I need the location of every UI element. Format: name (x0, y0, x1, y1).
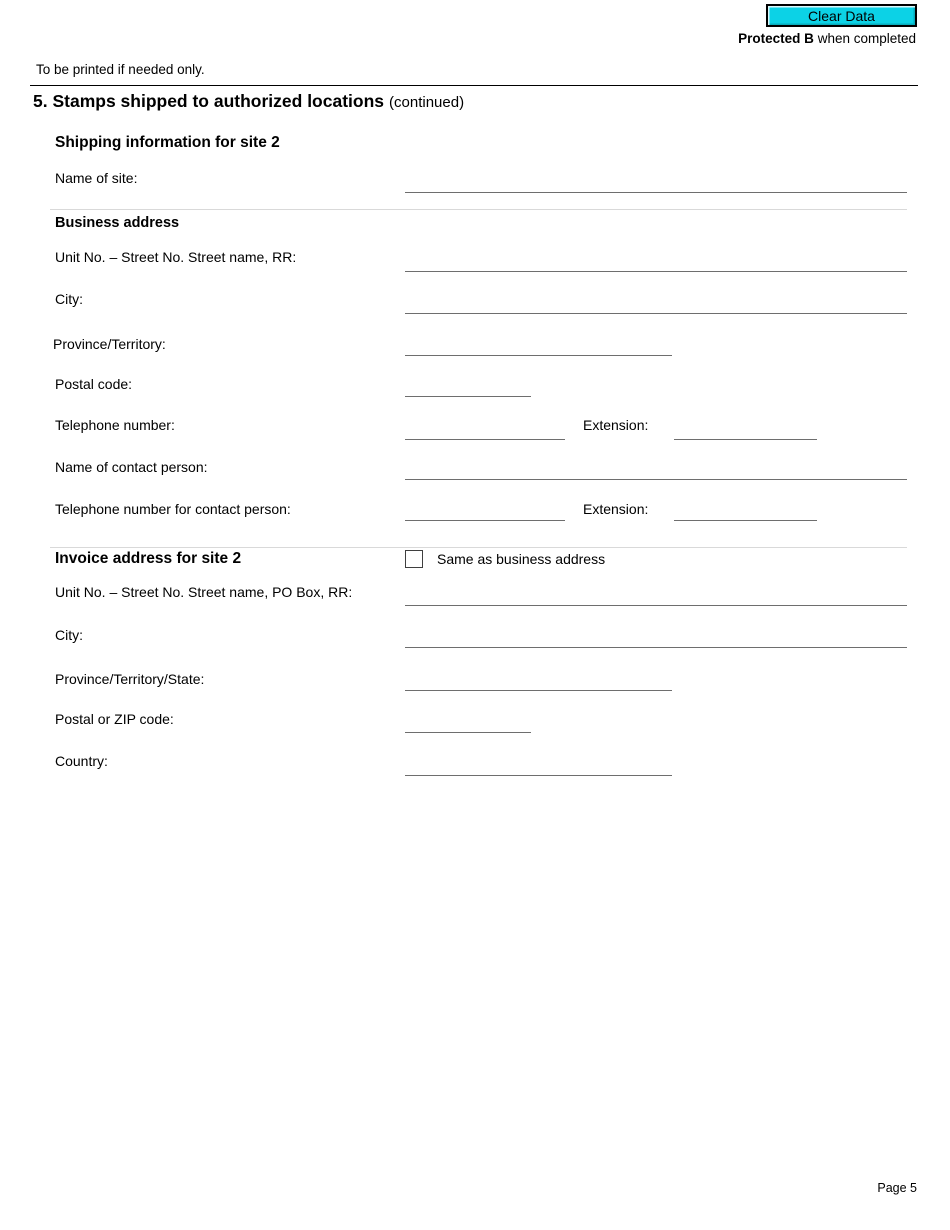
shipping-heading: Shipping information for site 2 (55, 134, 280, 151)
business-city-field[interactable] (405, 292, 907, 314)
clear-data-button[interactable]: Clear Data (766, 4, 917, 27)
invoice-unit-street-label: Unit No. – Street No. Street name, PO Box, RR: (55, 584, 353, 600)
section-heading-text: 5. Stamps shipped to authorized locations (33, 91, 385, 111)
business-province-label: Province/Territory: (53, 336, 166, 352)
contact-phone-extension-label: Extension: (583, 501, 649, 517)
business-city-label: City: (55, 291, 83, 307)
invoice-country-label: Country: (55, 753, 108, 769)
section-divider (50, 547, 907, 548)
protected-b-classification: Protected B (738, 31, 814, 46)
site-name-label: Name of site: (55, 170, 138, 186)
protected-b-label (738, 31, 916, 46)
contact-name-field[interactable] (405, 458, 907, 480)
business-postal-code-field[interactable] (405, 375, 531, 397)
print-note: To be printed if needed only. (36, 62, 205, 77)
site-name-field[interactable] (405, 171, 907, 193)
contact-phone-extension-field[interactable] (674, 499, 817, 521)
page-number: Page 5 (877, 1181, 917, 1195)
business-phone-extension-field[interactable] (674, 418, 817, 440)
invoice-province-state-field[interactable] (405, 669, 672, 691)
header-rule (30, 85, 918, 86)
section-heading (33, 91, 464, 112)
business-province-field[interactable] (405, 334, 672, 356)
section-divider (50, 209, 907, 210)
invoice-unit-street-field[interactable] (405, 584, 907, 606)
section-heading-continued: (continued) (389, 94, 465, 111)
business-unit-street-label: Unit No. – Street No. Street name, RR: (55, 249, 297, 265)
business-phone-label: Telephone number: (55, 417, 175, 433)
business-unit-street-field[interactable] (405, 250, 907, 272)
protected-b-suffix: when completed (813, 31, 916, 46)
invoice-province-state-label: Province/Territory/State: (55, 671, 205, 687)
invoice-country-field[interactable] (405, 754, 672, 776)
business-phone-field[interactable] (405, 418, 565, 440)
contact-phone-field[interactable] (405, 499, 565, 521)
business-phone-extension-label: Extension: (583, 417, 649, 433)
invoice-city-label: City: (55, 627, 83, 643)
same-as-business-label: Same as business address (437, 551, 606, 567)
business-address-heading: Business address (55, 215, 180, 231)
same-as-business-checkbox[interactable] (405, 550, 423, 568)
business-postal-code-label: Postal code: (55, 376, 133, 392)
invoice-postal-zip-label: Postal or ZIP code: (55, 711, 174, 727)
contact-phone-label: Telephone number for contact person: (55, 501, 291, 517)
invoice-city-field[interactable] (405, 626, 907, 648)
invoice-address-heading: Invoice address for site 2 (55, 550, 242, 567)
invoice-postal-zip-field[interactable] (405, 711, 531, 733)
contact-name-label: Name of contact person: (55, 459, 208, 475)
